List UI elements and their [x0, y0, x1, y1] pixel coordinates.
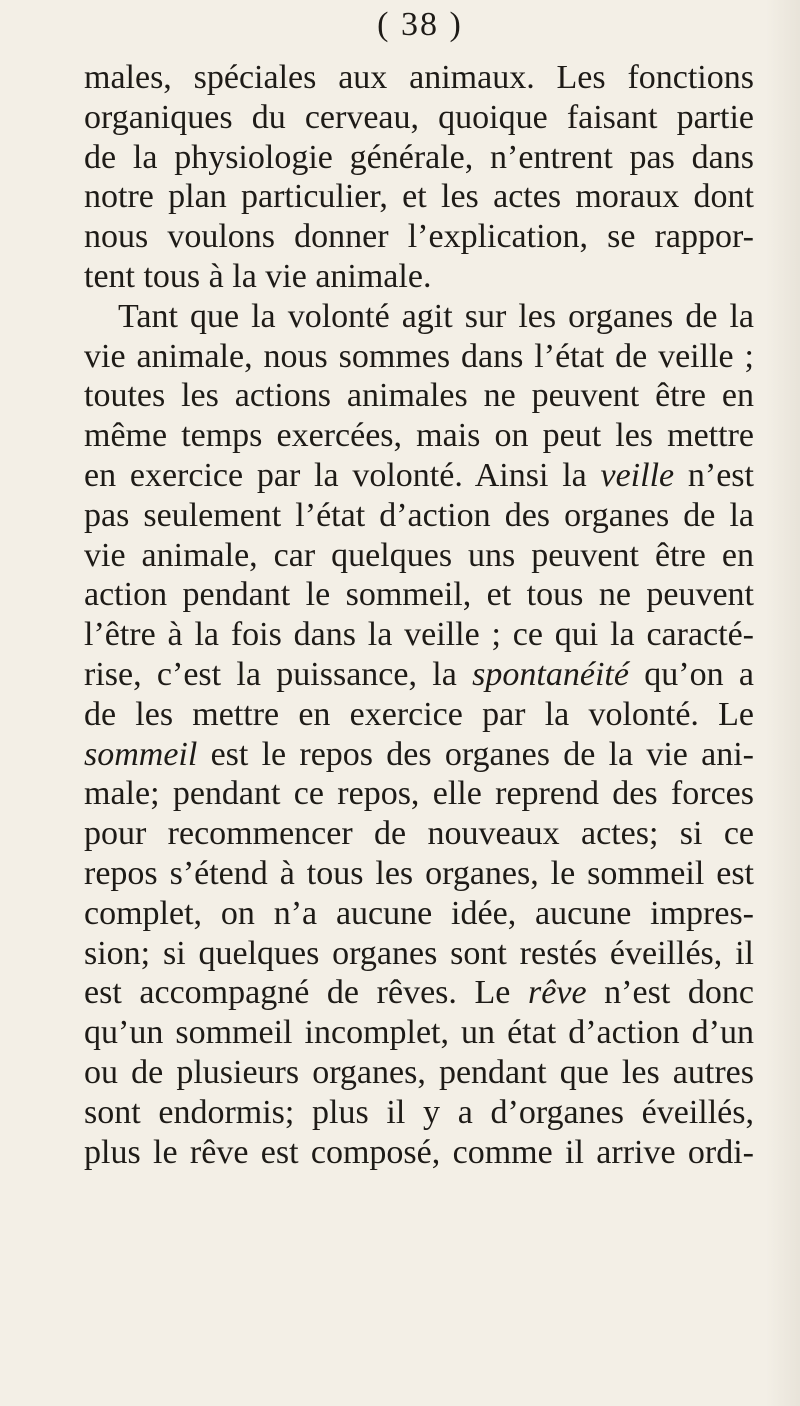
text-line: action pendant le sommeil, et tous ne peuvent [84, 576, 754, 614]
text-line: qu’un sommeil incomplet, un état d’action d’un [84, 1014, 754, 1052]
text-line: de les mettre en exercice par la volonté. Le [84, 695, 754, 733]
italic-term-spontaneite: spontanéité [472, 655, 629, 693]
text-line: pas seulement l’état d’action des organes de la [84, 496, 754, 534]
text-line: vie animale, car quelques uns peuvent être en [84, 536, 754, 574]
text-line: rise, c’est la puissance, la spontanéité qu’on a [84, 655, 755, 693]
page-number: ( 38 ) [377, 6, 463, 43]
text-line: pour recommencer de nouveaux actes; si ce [84, 815, 754, 853]
text-line: tent tous à la vie animale. [84, 257, 432, 295]
italic-term-reve: rêve [528, 974, 587, 1012]
text-line: de la physiologie générale, n’entrent pas dans [84, 138, 754, 176]
text-line: plus le rêve est composé, comme il arrive ordi- [84, 1133, 754, 1171]
text-line: males, spéciales aux animaux. Les fonctions [84, 59, 754, 96]
paragraph-start-line: Tant que la volonté agit sur les organes de la [118, 297, 754, 335]
body-text [84, 58, 754, 1172]
text-line: repos s’étend à tous les organes, le sommeil est [84, 854, 754, 892]
text-line: vie animale, nous sommes dans l’état de veille ; [84, 337, 754, 375]
text-line: organiques du cerveau, quoique faisant partie [84, 98, 754, 136]
text-line: l’être à la fois dans la veille ; ce qui la caracté- [84, 616, 754, 654]
text-line: sont endormis; plus il y a d’organes éveillés, [84, 1093, 754, 1131]
text-line: male; pendant ce repos, elle reprend des forces [84, 775, 754, 813]
text-line: complet, on n’a aucune idée, aucune impres- [84, 894, 754, 932]
text-line: ou de plusieurs organes, pendant que les autres [84, 1053, 754, 1091]
text-line: notre plan particulier, et les actes moraux dont [84, 178, 754, 216]
text-line: sommeil est le repos des organes de la vie ani- [84, 735, 754, 773]
page-edge-shadow [766, 0, 800, 1406]
text-line: est accompagné de rêves. Le rêve n’est donc [84, 974, 754, 1012]
text-line: nous voulons donner l’explication, se rappor- [84, 218, 754, 256]
text-line: toutes les actions animales ne peuvent être en [84, 377, 754, 415]
italic-term-veille: veille [600, 456, 675, 494]
text-line: même temps exercées, mais on peut les mettre [84, 417, 754, 455]
text-line: sion; si quelques organes sont restés éveillés, il [84, 934, 754, 972]
italic-term-sommeil: sommeil [84, 735, 198, 773]
text-line: en exercice par la volonté. Ainsi la veille n’est [84, 456, 754, 494]
